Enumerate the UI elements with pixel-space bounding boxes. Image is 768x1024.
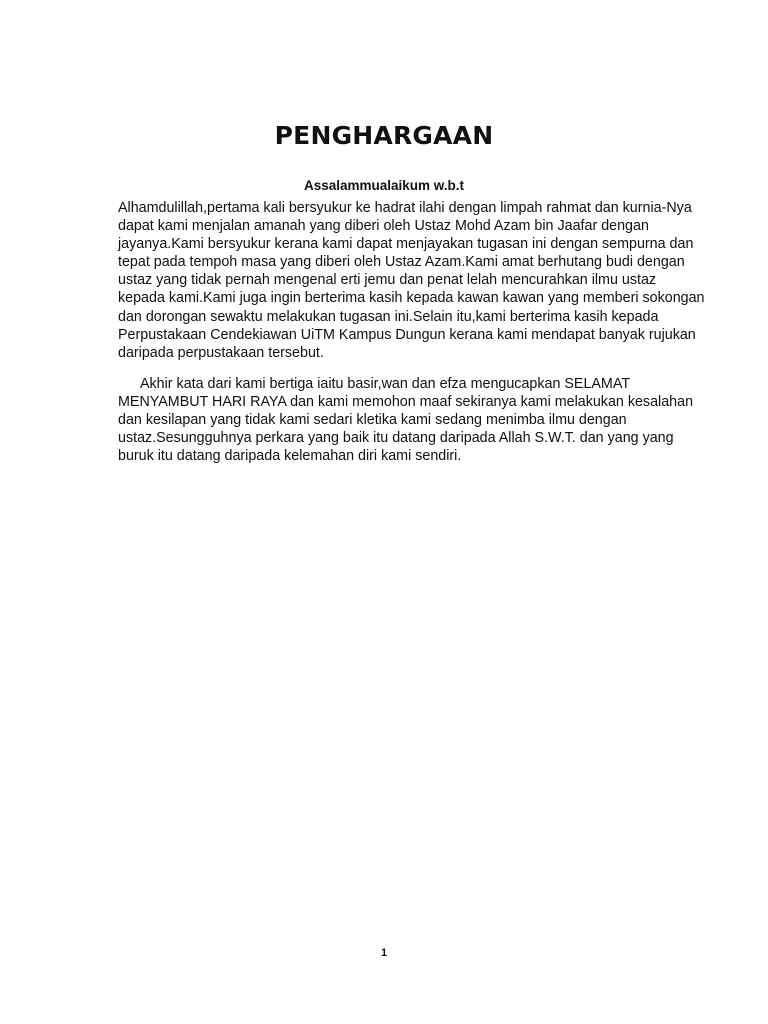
text-line: dapat kami menjalan amanah yang diberi oleh Ustaz Mohd Azam bin Jaafar dengan <box>118 218 649 235</box>
text-line: jayanya.Kami bersyukur kerana kami dapat menjayakan tugasan ini dengan sempurna dan <box>118 236 694 253</box>
text-line: tepat pada tempoh masa yang diberi oleh Ustaz Azam.Kami amat berhutang budi dengan <box>118 254 685 271</box>
text-line: Alhamdulillah,pertama kali bersyukur ke hadrat ilahi dengan limpah rahmat dan kurnia-Nya <box>118 200 692 216</box>
text-line: dan dorongan sewaktu melakukan tugasan ini.Selain itu,kami berterima kasih kepada <box>118 308 659 325</box>
text-line: ustaz yang tidak pernah mengenal erti jemu dan penat lelah mencurahkan ilmu ustaz <box>118 272 657 289</box>
paragraph-1 <box>118 199 705 362</box>
paragraph-2 <box>118 375 694 465</box>
text-line: daripada perpustakaan tersebut. <box>118 344 324 361</box>
text-line: Akhir kata dari kami bertiga iaitu basir,wan dan efza mengucapkan SELAMAT <box>140 376 631 392</box>
text-line: MENYAMBUT HARI RAYA dan kami memohon maaf sekiranya kami melakukan kesalahan <box>118 394 694 411</box>
text-line: kepada kami.Kami juga ingin berterima kasih kepada kawan kawan yang memberi sokongan <box>118 290 705 307</box>
page-number: 1 <box>380 947 388 959</box>
text-line: dan kesilapan yang tidak kami sedari kletika kami sedang menimba ilmu dengan <box>118 412 627 429</box>
page-title: PENGHARGAAN <box>274 121 494 150</box>
greeting: Assalammualaikum w.b.t <box>303 178 465 193</box>
text-line: Perpustakaan Cendekiawan UiTM Kampus Dungun kerana kami mendapat banyak rujukan <box>118 326 696 343</box>
text-line: buruk itu datang daripada kelemahan diri kami sendiri. <box>118 448 462 465</box>
text-line: ustaz.Sesungguhnya perkara yang baik itu datang daripada Allah S.W.T. dan yang yang <box>118 430 674 447</box>
